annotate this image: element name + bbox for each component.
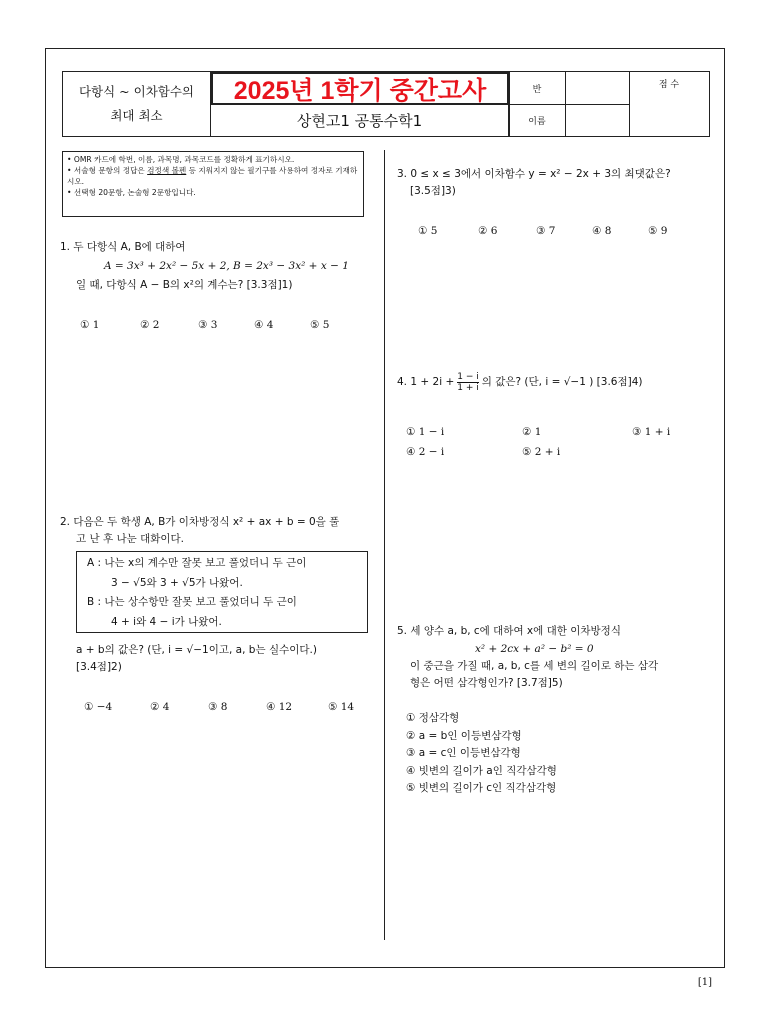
q1-line2: 일 때, 다항식 A − B의 x²의 계수는? [3.3점]1)	[76, 279, 293, 291]
topic-line-2: 최대 최소	[110, 108, 163, 123]
q4-choices-row2	[406, 446, 560, 458]
q3-choice-5[interactable]: ⑤ 9	[648, 225, 668, 237]
q3-line2: [3.5점]3)	[410, 185, 456, 197]
q3-choices	[418, 225, 667, 237]
q4-choice-1[interactable]: ① 1 − i	[406, 426, 445, 438]
q1-choices	[80, 319, 329, 331]
score-label: 점 수	[658, 79, 680, 90]
q2-choice-1[interactable]: ① −4	[84, 701, 113, 713]
name-label: 이름	[528, 116, 546, 127]
q2-choice-5[interactable]: ⑤ 14	[328, 701, 355, 713]
q2-dialog-box	[76, 551, 368, 633]
q3-line1: 3. 0 ≤ x ≤ 3에서 이차함수 y = x² − 2x + 3의 최댓값은?	[397, 168, 671, 180]
q4-choices-row1	[406, 426, 670, 438]
q1-choice-4[interactable]: ④ 4	[254, 319, 274, 331]
q4-choice-4[interactable]: ④ 2 − i	[406, 446, 445, 458]
notice-item-2: • 서술형 문항의 정답은 검정색 볼펜 등 지워지지 않는 필기구를 사용하여 정자로 기재하시오.	[67, 165, 359, 187]
topic-cell	[63, 72, 211, 136]
exam-notice	[62, 151, 364, 217]
q4-prefix: 4. 1 + 2i +	[397, 376, 455, 388]
q4-choice-5[interactable]: ⑤ 2 + i	[522, 446, 561, 458]
name-field[interactable]	[565, 104, 629, 136]
q2-choice-4[interactable]: ④ 12	[266, 701, 293, 713]
column-divider	[384, 150, 385, 940]
q3-choice-2[interactable]: ② 6	[478, 225, 498, 237]
q3-choice-1[interactable]: ① 5	[418, 225, 438, 237]
q3-choice-4[interactable]: ④ 8	[592, 225, 612, 237]
exam-subtitle: 상현고1 공통수학1	[211, 105, 509, 136]
exam-header	[62, 71, 710, 137]
q3-choice-3[interactable]: ③ 7	[536, 225, 556, 237]
q5-expr: x² + 2cx + a² − b² = 0	[475, 643, 594, 655]
page-number: [1]	[697, 977, 712, 988]
q2-dialog-2: 3 − √5와 3 + √5가 나왔어.	[111, 576, 243, 589]
q1-expr: A = 3x³ + 2x² − 5x + 2, B = 2x³ − 3x² + x − 1	[104, 260, 349, 272]
q1-choice-2[interactable]: ② 2	[140, 319, 160, 331]
q4-suffix: 의 값은? (단, i = √−1 ) [3.6점]4)	[481, 376, 643, 388]
q2-line1: 2. 다음은 두 학생 A, B가 이차방정식 x² + ax + b = 0을 풀	[60, 516, 340, 528]
q5-line2: 이 중근을 가질 때, a, b, c를 세 변의 길이로 하는 삼각	[410, 660, 659, 672]
q2-line2: 고 난 후 나눈 대화이다.	[76, 533, 184, 545]
q5-line3: 형은 어떤 삼각형인가? [3.7점]5)	[410, 677, 563, 689]
q2-choice-2[interactable]: ② 4	[150, 701, 170, 713]
q5-choices	[406, 710, 557, 798]
notice-item-3: • 선택형 20문항, 논술형 2문항입니다.	[67, 187, 359, 198]
exam-title: 2025년 1학기 중간고사	[211, 72, 509, 105]
q5-choice-3[interactable]: ③ a = c인 이등변삼각형	[406, 747, 521, 759]
q2-choices	[84, 701, 354, 713]
q4-choice-3[interactable]: ③ 1 + i	[632, 426, 671, 438]
q5-choice-1[interactable]: ① 정삼각형	[406, 712, 460, 724]
topic-line-1: 다항식 ~ 이차함수의	[78, 84, 195, 99]
score-field[interactable]	[629, 94, 709, 136]
q2-choice-3[interactable]: ③ 8	[208, 701, 228, 713]
q4-frac-den: 1 + i	[457, 383, 479, 393]
q4-choice-2[interactable]: ② 1	[522, 426, 542, 438]
q2-dialog-1: A : 나는 x의 계수만 잘못 보고 풀었더니 두 근이	[87, 557, 307, 569]
q4-fraction	[457, 372, 479, 393]
q1-choice-1[interactable]: ① 1	[80, 319, 100, 331]
q2-line3: a + b의 값은? (단, i = √−1이고, a, b는 실수이다.)	[76, 644, 317, 656]
class-field[interactable]	[565, 72, 629, 104]
notice-underline: 검정색 볼펜	[147, 166, 187, 175]
q5-choice-5[interactable]: ⑤ 빗변의 길이가 c인 직각삼각형	[406, 782, 557, 794]
q5-choice-2[interactable]: ② a = b인 이등변삼각형	[406, 729, 522, 742]
q2-dialog-4: 4 + i와 4 − i가 나왔어.	[111, 615, 222, 628]
q1-choice-5[interactable]: ⑤ 5	[310, 319, 330, 331]
notice-item-1: • OMR 카드에 학번, 이름, 과목명, 과목코드를 정확하게 표기하시오.	[67, 154, 359, 165]
q1-line1: 1. 두 다항식 A, B에 대하여	[60, 241, 186, 253]
q4-question	[397, 372, 642, 393]
q2-dialog-3: B : 나는 상수항만 잘못 보고 풀었더니 두 근이	[87, 596, 297, 608]
q5-line1: 5. 세 양수 a, b, c에 대하여 x에 대한 이차방정식	[397, 625, 621, 637]
q1-choice-3[interactable]: ③ 3	[198, 319, 218, 331]
q2-line4: [3.4점]2)	[76, 661, 122, 673]
q4-frac-num: 1 − i	[457, 372, 479, 382]
class-label: 반	[532, 84, 542, 95]
q5-choice-4[interactable]: ④ 빗변의 길이가 a인 직각삼각형	[406, 764, 557, 777]
